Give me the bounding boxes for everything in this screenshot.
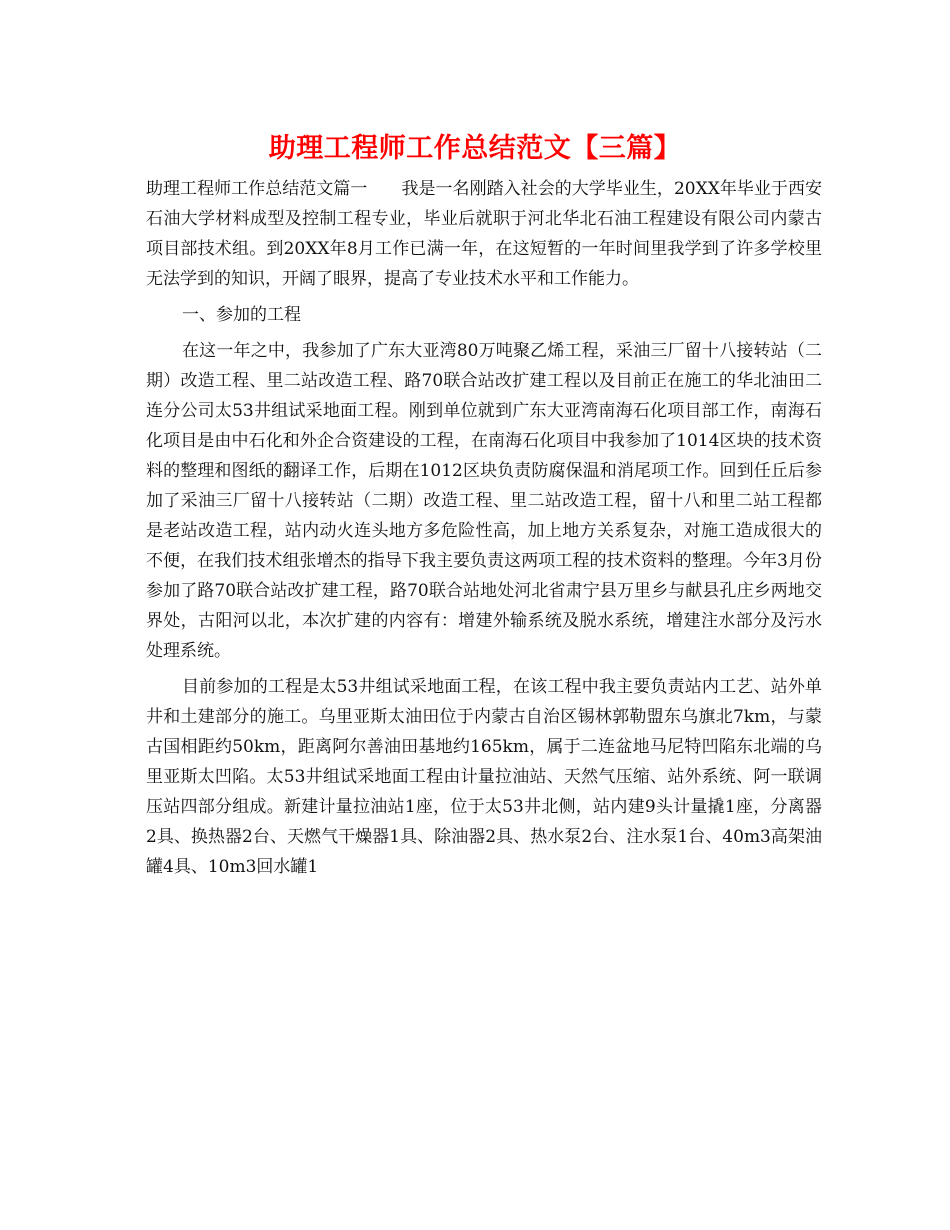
- section-heading: 一、参加的工程: [182, 305, 301, 325]
- document-body: [146, 174, 822, 888]
- document-title: 助理工程师工作总结范文【三篇】: [268, 133, 682, 164]
- paragraph-current-project: 目前参加的工程是太53井组试采地面工程，在该工程中我主要负责站内工艺、站外单井和土建部分的施工。乌里亚斯太油田位于内蒙古自治区锡林郭勒盟东乌旗北7km，与蒙古国相距约50km，距离阿尔善油田基地约165km，属于二连盆地马尼特凹陷东北端的乌里亚斯太凹陷。太53井组试采地面工程由计量拉油站、天然气压缩、站外系统、阿一联调压站四部分组成。新建计量拉油站1座，位于太53井北侧，站内建9头计量撬1座，分离器2具、换热器2台、天燃气干燥器1具、除油器2具、热水泵2台、注水泵1台、40m3高架油罐4具、10m3回水罐1: [146, 677, 822, 877]
- paragraph-intro: 助理工程师工作总结范文篇一 我是一名刚踏入社会的大学毕业生，20XX年毕业于西安石油大学材料成型及控制工程专业，毕业后就职于河北华北石油工程建设有限公司内蒙古项目部技术组。到20XX年8月工作已满一年，在这短暂的一年时间里我学到了许多学校里无法学到的知识，开阔了眼界，提高了专业技术水平和工作能力。: [146, 179, 822, 289]
- paragraph-projects: 在这一年之中，我参加了广东大亚湾80万吨聚乙烯工程，采油三厂留十八接转站（二期）改造工程、里二站改造工程、路70联合站改扩建工程以及目前正在施工的华北油田二连分公司太53井组试采地面工程。刚到单位就到广东大亚湾南海石化项目部工作，南海石化项目是由中石化和外企合资建设的工程，在南海石化项目中我参加了1014区块的技术资料的整理和图纸的翻译工作，后期在1012区块负责防腐保温和消尾项工作。回到任丘后参加了采油三厂留十八接转站（二期）改造工程、里二站改造工程，留十八和里二站工程都是老站改造工程，站内动火连头地方多危险性高，加上地方关系复杂，对施工造成很大的不便，在我们技术组张增杰的指导下我主要负责这两项工程的技术资料的整理。今年3月份参加了路70联合站改扩建工程，路70联合站地处河北省肃宁县万里乡与献县孔庄乡两地交界处，古阳河以北，本次扩建的内容有：增建外输系统及脱水系统，增建注水部分及污水处理系统。: [146, 341, 822, 661]
